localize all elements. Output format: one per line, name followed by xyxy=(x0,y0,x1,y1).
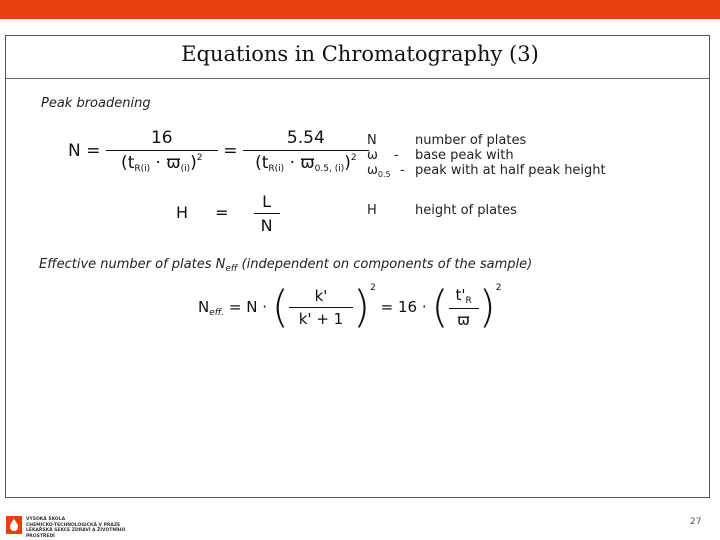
eq2-equals: = xyxy=(215,203,229,222)
fraction-bar xyxy=(254,213,280,214)
eq3-frac2-denominator: ϖ xyxy=(457,311,470,329)
section-peak-broadening: Peak broadening xyxy=(41,96,151,111)
eq3-frac1-numerator: k' xyxy=(314,287,328,305)
eq3-sup1: 2 xyxy=(370,283,376,293)
fraction-bar xyxy=(289,307,353,308)
eq2-lhs: H xyxy=(176,203,189,222)
eq1-fraction-2 xyxy=(243,128,369,174)
university-logo-icon xyxy=(6,516,22,534)
left-paren: ( xyxy=(431,281,449,333)
eq1-frac1-numerator: 16 xyxy=(150,128,173,148)
eq1-frac2-denominator: $(t_{R(i)} \cdot ϖ_{0.5, (i)})^2$ xyxy=(255,153,357,174)
eq1-frac2-numerator: 5.54 xyxy=(286,128,325,148)
right-paren: ) xyxy=(352,281,371,333)
fraction-bar xyxy=(449,308,479,309)
fraction-bar xyxy=(243,150,369,151)
equation-plate-height xyxy=(176,192,280,235)
eq3-sup2: 2 xyxy=(495,283,502,293)
fraction-bar xyxy=(106,150,218,151)
top-accent-bar xyxy=(0,0,720,19)
footer-organization: VYSOKÁ ŠKOLA CHEMICKO-TECHNOLOGICKÁ V PRAZE LÉKAŘSKÁ SEKCE ZDRAVÍ A ŽIVOTNÍHO PROSTŘEDÍ xyxy=(26,517,126,539)
title-divider xyxy=(6,78,709,79)
eq3-frac2-numerator: $t'_R$ xyxy=(455,286,472,306)
right-paren: ) xyxy=(478,281,496,333)
eq1-equals: = xyxy=(223,141,238,161)
page-number: 27 xyxy=(690,517,702,527)
eq3-fraction-2 xyxy=(449,286,479,329)
eq2-fraction xyxy=(254,192,280,235)
eq2-denominator: N xyxy=(260,216,273,235)
eq3-frac1-denominator: k' + 1 xyxy=(298,310,344,328)
section-effective-plates: Effective number of plates $N_{eff}$ (independent on components of the sample) xyxy=(39,257,533,274)
eq1-fraction-1 xyxy=(106,128,218,174)
equation-plate-number xyxy=(68,128,369,174)
eq3-eq2: = 16 · xyxy=(380,298,427,316)
left-paren: ( xyxy=(271,281,289,333)
eq3-lhs: $N_{eff.}$ xyxy=(198,298,225,318)
eq1-lhs: N = xyxy=(68,141,101,161)
eq2-numerator: L xyxy=(262,192,272,211)
eq1-frac1-denominator: $(t_{R(i)} \cdot ϖ_{(i)})^2$ xyxy=(121,153,203,174)
eq3-fraction-1 xyxy=(289,287,353,328)
slide-title: Equations in Chromatography (3) xyxy=(181,42,539,66)
equation-effective-plates xyxy=(198,281,502,333)
eq3-eq1: = N · xyxy=(228,298,268,316)
